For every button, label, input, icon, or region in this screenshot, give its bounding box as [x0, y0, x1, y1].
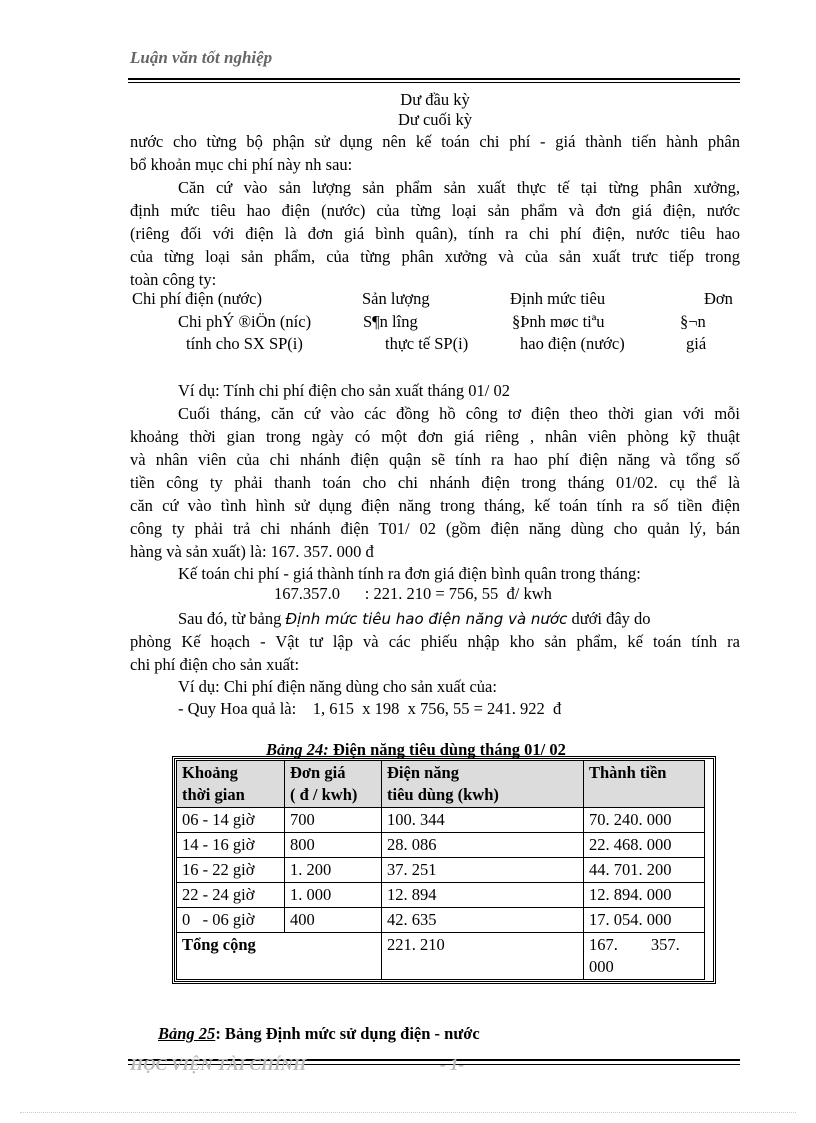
table-cell: 12. 894 [382, 883, 584, 908]
formula-r2-c1: Chi phÝ ®iÖn (níc) [178, 312, 312, 331]
p4: Kế toán chi phí - giá thành tính ra đơn giá điện bình quân trong tháng: [178, 564, 641, 583]
formula-r1-c2: Sản lượng [362, 289, 430, 308]
header-rule [128, 78, 740, 80]
formula-r1-c1: Chi phí điện (nước) [132, 289, 262, 308]
table-cell: 12. 894. 000 [584, 883, 705, 908]
total-kwh: 221. 210 [382, 933, 584, 980]
table-cell: 800 [285, 833, 382, 858]
table24-header-cell: Điện năng tiêu dùng (kwh) [382, 761, 584, 808]
p5-b: dưới đây do [567, 609, 651, 628]
total-label: Tổng cộng [177, 933, 382, 980]
formula-r2-c2: S¶n lîng [363, 312, 418, 331]
calc-line: 167.357.0 : 221. 210 = 756, 55 đ/ kwh [274, 584, 552, 603]
p5-line3: chi phí điện cho sản xuất: [130, 655, 300, 674]
p5-line2: phòng Kế hoạch - Vật tư lập và các phiếu nhập kho sản phẩm, kế toán tính ra [130, 632, 740, 651]
formula-r3-c1: tính cho SX SP(i) [186, 334, 303, 353]
table-cell: 70. 240. 000 [584, 808, 705, 833]
p3-line4: tiền công ty phải thanh toán cho chi nhánh điện trong tháng 01/02. cụ thể là [130, 473, 740, 492]
table-cell: 1. 000 [285, 883, 382, 908]
table24-header-row [177, 761, 705, 808]
footer-org: HỌC VIỆN TÀI CHÍNH [130, 1055, 307, 1074]
table24-total-row [177, 933, 705, 980]
table-row [177, 858, 705, 883]
table-cell: 16 - 22 giờ [177, 858, 285, 883]
formula-r3-c3: hao điện (nước) [520, 334, 625, 353]
table-cell: 28. 086 [382, 833, 584, 858]
table-cell: 100. 344 [382, 808, 584, 833]
total-amount: 167. 357. 000 [584, 933, 705, 980]
table-row [177, 883, 705, 908]
table-row [177, 833, 705, 858]
p5-line1 [178, 607, 740, 631]
p3-line6: công ty phải trả chi nhánh điện T01/ 02 (gồm điện năng dùng cho quản lý, bán [130, 519, 740, 538]
table24-caption-label: Bảng 24: [266, 740, 329, 759]
example-1: Ví dụ: Tính chi phí điện cho sản xuất tháng 01/ 02 [178, 381, 510, 400]
closing-balance-label: Dư cuối kỳ [397, 110, 473, 129]
example-2-line: - Quy Hoa quả là: 1, 615 x 198 x 756, 55 = 241. 922 đ [178, 699, 562, 718]
table-cell: 06 - 14 giờ [177, 808, 285, 833]
table-cell: 22. 468. 000 [584, 833, 705, 858]
p3-line2: khoảng thời gian trong ngày có một đơn giá riêng , nhân viên phòng kỹ thuật [130, 427, 740, 446]
table-cell: 0 - 06 giờ [177, 908, 285, 933]
table-cell: 1. 200 [285, 858, 382, 883]
table-cell: 44. 701. 200 [584, 858, 705, 883]
table25-caption-text: : Bảng Định mức sử dụng điện - nước [215, 1024, 480, 1043]
p2-line1: Căn cứ vào sản lượng sản phẩm sản xuất thực tế tại từng phân xưởng, [178, 178, 740, 197]
formula-r1-c4: Đơn [704, 289, 733, 308]
table24-header-cell: Khoảng thời gian [177, 761, 285, 808]
table-cell: 400 [285, 908, 382, 933]
table-cell: 42. 635 [382, 908, 584, 933]
formula-r2-c4: §¬n [680, 312, 706, 331]
p2-line5: toàn công ty: [130, 270, 217, 289]
p5-italic: Định mức tiêu hao điện năng và nước [285, 610, 568, 628]
table25-caption-label: Bảng 25 [158, 1024, 216, 1043]
table24-header-cell: Đơn giá ( đ / kwh) [285, 761, 382, 808]
p2-line4: của từng loại sản phẩm, của từng phân xưởng và của sản xuất trưc tiếp trong [130, 247, 740, 266]
formula-r2-c3: §Þnh møc tiªu [512, 312, 605, 331]
table-cell: 14 - 16 giờ [177, 833, 285, 858]
opening-balance-label: Dư đầu kỳ [400, 90, 470, 109]
table25-caption [158, 1024, 480, 1044]
p1-line2: bổ khoản mục chi phí này nh sau: [130, 155, 353, 174]
p3-line7: hàng và sản xuất) là: 167. 357. 000 đ [130, 542, 374, 561]
p3-line3: và nhân viên của chi nhánh điện quận sẽ tính ra hao phí điện năng và tổng số [130, 450, 740, 469]
p1-line1: nước cho từng bộ phận sử dụng nên kế toán chi phí - giá thành tiến hành phân [130, 132, 740, 151]
table-cell: 22 - 24 giờ [177, 883, 285, 908]
p2-line3: (riêng đối với điện là đơn giá bình quân), tính ra chi phí điện, nước tiêu hao [130, 224, 740, 243]
p2-line2: định mức tiêu hao điện (nước) của từng loại sản phẩm và đơn giá điện, nước [130, 201, 740, 220]
p3-line1: Cuối tháng, căn cứ vào các đồng hồ công tơ điện theo thời gian với mỗi [178, 404, 740, 423]
formula-r3-c4: giá [686, 334, 707, 353]
page-number: - 1- [440, 1055, 465, 1074]
p3-line5: căn cứ vào tình hình sử dụng điện năng trong tháng, kế toán tính ra số tiền điện [130, 496, 740, 515]
table-cell: 37. 251 [382, 858, 584, 883]
table24 [176, 760, 705, 980]
running-header: Luận văn tốt nghiệp [130, 48, 273, 67]
p5-a: Sau đó, từ bảng [178, 609, 286, 628]
table24-header-cell: Thành tiền [584, 761, 705, 808]
table24-caption-text: Điện năng tiêu dùng tháng 01/ 02 [328, 740, 566, 759]
table-cell: 700 [285, 808, 382, 833]
table-row [177, 808, 705, 833]
header-rule-thin [128, 82, 740, 83]
formula-r3-c2: thực tế SP(i) [385, 334, 469, 353]
table-row [177, 908, 705, 933]
table-cell: 17. 054. 000 [584, 908, 705, 933]
formula-r1-c3: Định mức tiêu [510, 289, 606, 308]
example-2: Ví dụ: Chi phí điện năng dùng cho sản xuất của: [178, 677, 497, 696]
page-edge [20, 1112, 796, 1113]
